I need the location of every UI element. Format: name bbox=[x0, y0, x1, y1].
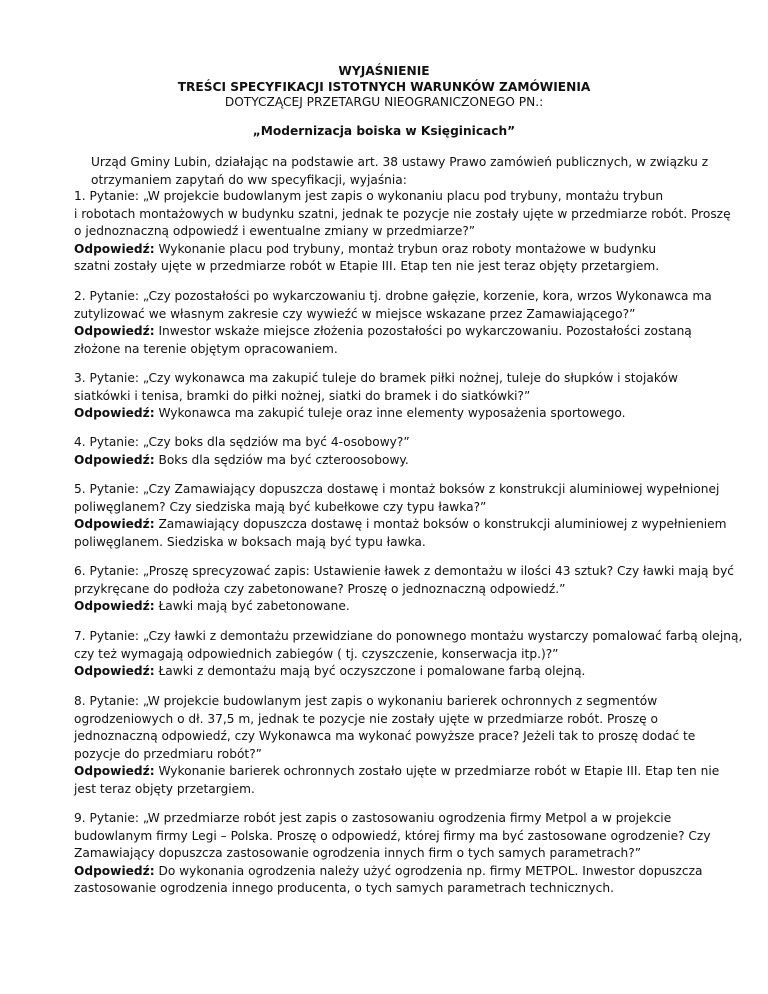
answer-line: szatni zostały ujęte w przedmiarze robót w Etapie III. Etap ten nie jest teraz objęty przetargiem. bbox=[74, 259, 660, 274]
answer-line: jest teraz objęty przetargiem. bbox=[74, 781, 255, 796]
heading-line-2: TREŚCI SPECYFIKACJI ISTOTNYCH WARUNKÓW ZAMÓWIENIA bbox=[177, 80, 591, 94]
question-line: 7. Pytanie: „Czy ławki z demontażu przewidziane do ponownego montażu wystarczy pomalować farbą olejną, bbox=[74, 629, 743, 643]
answer-text bbox=[74, 516, 727, 551]
answer-label: Odpowiedź: bbox=[74, 599, 155, 614]
answer-line: Do wykonania ogrodzenia należy użyć ogrodzenia np. firmy METPOL. Inwestor dopuszcza bbox=[154, 863, 703, 878]
qa-item-7 bbox=[74, 628, 743, 681]
answer-text bbox=[74, 763, 720, 798]
question-text bbox=[74, 370, 714, 405]
question-text bbox=[74, 288, 714, 323]
answer-text bbox=[74, 241, 714, 276]
question-line: 6. Pytanie: „Proszę sprecyzować zapis: Ustawienie ławek z demontażu w ilości 43 sztuk? Czy ławki mają być bbox=[74, 564, 734, 578]
qa-item-4 bbox=[74, 434, 714, 469]
question-line: o jednoznaczną odpowiedź i ewentualne zmiany w przedmiarze?” bbox=[74, 224, 476, 239]
qa-item-5 bbox=[74, 481, 727, 551]
question-line: i robotach montażowych w budynku szatni, jednak te pozycje nie zostały ujęte w przedmiarze robót. Proszę bbox=[74, 206, 731, 221]
question-line: przykręcane do podłoża czy zabetonowane? Proszę o jednoznaczną odpowiedź.” bbox=[74, 581, 566, 596]
qa-item-6 bbox=[74, 563, 734, 616]
intro-paragraph bbox=[91, 154, 731, 189]
answer-label: Odpowiedź: bbox=[74, 863, 155, 878]
question-text bbox=[74, 628, 743, 663]
qa-item-9 bbox=[74, 810, 714, 898]
answer-label: Odpowiedź: bbox=[74, 517, 155, 532]
qa-item-3 bbox=[74, 370, 714, 423]
question-line: 2. Pytanie: „Czy pozostałości po wykarczowaniu tj. drobne gałęzie, korzenie, kora, wrzos Wykonawca ma bbox=[74, 289, 712, 303]
question-text bbox=[74, 188, 731, 241]
question-line: 1. Pytanie: „W projekcie budowlanym jest zapis o wykonaniu placu pod trybuny, montażu trybun bbox=[74, 189, 664, 203]
answer-label: Odpowiedź: bbox=[74, 241, 155, 256]
question-line: poliwęglanem? Czy siedziska mają być kubełkowe czy typu ławka?” bbox=[74, 499, 487, 514]
question-line: zutylizować we własnym zakresie czy wywieźć w miejsce wskazane przez Zamawiającego?” bbox=[74, 306, 636, 321]
answer-label: Odpowiedź: bbox=[74, 452, 155, 467]
answer-line: poliwęglanem. Siedziska w boksach mają być typu ławka. bbox=[74, 534, 426, 549]
answer-text bbox=[74, 863, 714, 898]
question-line: czy też wymagają odpowiednich zabiegów ( tj. czyszczenie, konserwacja itp.)?” bbox=[74, 646, 559, 661]
answer-line: Wykonanie barierek ochronnych zostało ujęte w przedmiarze robót w Etapie III. Etap ten nie bbox=[154, 764, 720, 779]
answer-label: Odpowiedź: bbox=[74, 324, 155, 339]
answer-text bbox=[74, 323, 714, 358]
qa-item-1 bbox=[74, 188, 731, 276]
answer-line: Ławki z demontażu mają być oczyszczone i pomalowane farbą olejną. bbox=[154, 664, 586, 679]
tender-title: „Modernizacja boiska w Księginicach” bbox=[252, 124, 516, 138]
answer-text bbox=[74, 663, 714, 681]
question-line: 5. Pytanie: „Czy Zamawiający dopuszcza dostawę i montaż boksów z konstrukcji aluminiowej wypełnionej bbox=[74, 482, 720, 496]
question-text bbox=[74, 693, 714, 763]
answer-line: Inwestor wskaże miejsce złożenia pozostałości po wykarczowaniu. Pozostałości zostaną bbox=[154, 324, 692, 339]
answer-line: Wykonanie placu pod trybuny, montaż trybun oraz roboty montażowe w budynku bbox=[154, 241, 657, 256]
question-line: Zamawiający dopuszcza zastosowanie ogrodzenia innych firm o tych samych parametrach?” bbox=[74, 846, 642, 861]
answer-line: Boks dla sędziów ma być czteroosobowy. bbox=[154, 452, 409, 467]
question-text bbox=[74, 481, 720, 516]
question-line: 3. Pytanie: „Czy wykonawca ma zakupić tuleje do bramek piłki nożnej, tuleje do słupków i stojaków bbox=[74, 371, 678, 385]
question-text bbox=[74, 434, 714, 452]
answer-text bbox=[74, 405, 714, 423]
question-line: 9. Pytanie: „W przedmiarze robót jest zapis o zastosowaniu ogrodzenia firmy Metpol a w projekcie bbox=[74, 811, 672, 825]
answer-line: Wykonawca ma zakupić tuleje oraz inne elementy wyposażenia sportowego. bbox=[154, 406, 626, 421]
answer-line: złożone na terenie objętym opracowaniem. bbox=[74, 341, 338, 356]
answer-label: Odpowiedź: bbox=[74, 406, 155, 421]
answer-text bbox=[74, 452, 714, 470]
question-line: budowlanym firmy Legi – Polska. Proszę o odpowiedź, której firmy ma być zastosowane ogrodzenie? Czy bbox=[74, 828, 711, 843]
answer-line: zastosowanie ogrodzenia innego producenta, o tych samych parametrach technicznych. bbox=[74, 881, 614, 896]
heading-line-3: DOTYCZĄCEJ PRZETARGU NIEOGRANICZONEGO PN.: bbox=[224, 95, 544, 109]
intro-line: Urząd Gminy Lubin, działając na podstawie art. 38 ustawy Prawo zamówień publicznych, w związku z bbox=[91, 155, 709, 169]
question-line: 4. Pytanie: „Czy boks dla sędziów ma być 4-osobowy?” bbox=[74, 435, 410, 449]
answer-line: Zamawiający dopuszcza dostawę i montaż boksów o konstrukcji aluminiowej z wypełnieniem bbox=[154, 517, 727, 532]
question-line: siatkówki i tenisa, bramki do piłki nożnej, siatki do bramek i do siatkówki?” bbox=[74, 388, 531, 403]
question-line: 8. Pytanie: „W projekcie budowlanym jest zapis o wykonaniu barierek ochronnych z segmentów bbox=[74, 694, 658, 708]
intro-line: otrzymaniem zapytań do ww specyfikacji, wyjaśnia: bbox=[91, 172, 407, 187]
answer-line: Ławki mają być zabetonowane. bbox=[154, 599, 350, 614]
question-text bbox=[74, 563, 734, 598]
answer-label: Odpowiedź: bbox=[74, 664, 155, 679]
question-text bbox=[74, 810, 714, 863]
question-line: pozycje do przedmiaru robót?” bbox=[74, 746, 262, 761]
answer-text bbox=[74, 598, 714, 616]
question-line: jednoznaczną odpowiedź, czy Wykonawca ma wykonać powyższe prace? Jeżeli tak to proszę dodać te bbox=[74, 729, 696, 744]
question-line: ogrodzeniowych o dł. 37,5 m, jednak te pozycje nie zostały ujęte w przedmiarze robót. Proszę o bbox=[74, 711, 658, 726]
qa-item-2 bbox=[74, 288, 714, 358]
heading-line-1: WYJAŚNIENIE bbox=[338, 64, 430, 78]
answer-label: Odpowiedź: bbox=[74, 764, 155, 779]
qa-item-8 bbox=[74, 693, 720, 799]
